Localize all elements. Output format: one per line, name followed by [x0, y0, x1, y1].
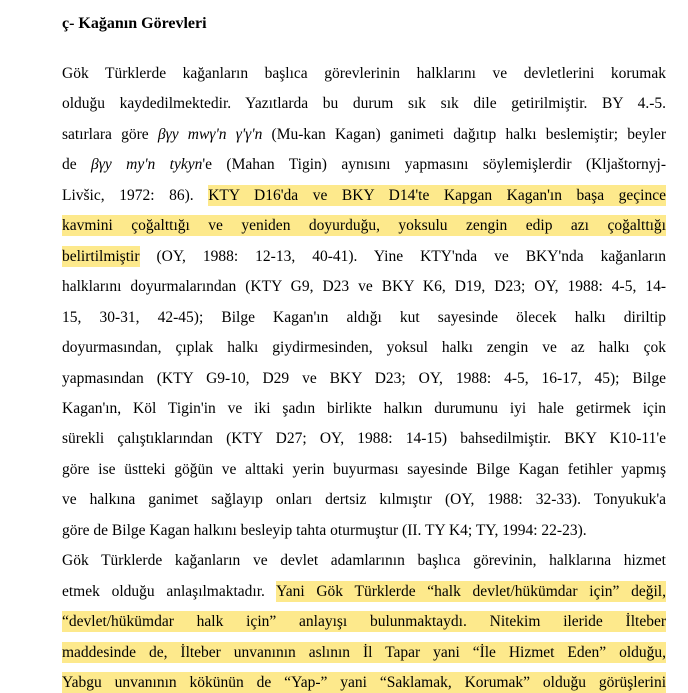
text-line — [62, 247, 666, 267]
text-segment: satırlara göre — [62, 125, 158, 143]
text-line — [62, 673, 666, 693]
highlighted-text: Yani Gök Türklerde “halk devlet/hükümdar için” değil, — [276, 582, 666, 600]
highlighted-text: belirtilmiştir — [62, 247, 140, 265]
text-line — [62, 521, 666, 541]
text-segment: Gök Türklerde kağanların başlıca görevlerinin halklarını ve devletlerini korumak — [62, 65, 666, 82]
highlighted-text: “devlet/hükümdar halk için” anlayışı bulunmaktaydı. Nitekim ileride İlteber — [62, 613, 666, 631]
text-segment: halklarını doyurmalarından (KTY G9, D23 ve BKY K6, D19, D23; OY, 1988: 4-5, 14- — [62, 278, 666, 296]
text-line — [62, 490, 666, 510]
text-segment: ve halkına ganimet sağlayıp onları dertsiz kılmıştır (OY, 1988: 32-33). Tonyukuk'a — [62, 491, 666, 509]
text-line — [62, 369, 666, 389]
text-segment: Livšic, 1972: 86). — [62, 186, 209, 204]
text-line — [62, 216, 666, 236]
text-segment: göre de Bilge Kagan halkını besleyip tahta oturmuştur (II. TY K4; TY, 1994: 22-23). — [62, 521, 587, 539]
text-line — [62, 612, 666, 632]
text-line — [62, 460, 666, 480]
text-segment: 15, 30-31, 42-45); Bilge Kagan'ın aldığı kut sayesinde ölecek halkı diriltip — [62, 308, 666, 326]
text-segment: Gök Türklerde kağanların ve devlet adamlarının başlıca görevinin, halklarına hizmet — [62, 552, 666, 570]
text-segment: yapmasından (KTY G9-10, D29 ve BKY D23; OY, 1988: 4-5, 16-17, 45); Bilge — [62, 369, 666, 387]
text-line — [62, 308, 666, 328]
text-line — [62, 186, 666, 206]
italic-text: βγy mwγ'n γ'γ'n — [157, 125, 263, 143]
text-line — [62, 582, 666, 602]
text-line — [62, 551, 666, 571]
text-line — [62, 338, 666, 358]
text-segment: göre ise üstteki göğün ve alttaki yerin buyurması sayesinde Bilge Kagan fetihler yapmış — [62, 460, 666, 478]
text-segment: de — [62, 156, 92, 174]
text-segment: etmek olduğu anlaşılmaktadır. — [62, 582, 277, 600]
text-line — [62, 643, 666, 663]
text-segment: (OY, 1988: 12-13, 40-41). Yine KTY'nda ve BKY'nda kağanların — [139, 247, 666, 265]
highlighted-text: maddesinde de, İlteber unvanının aslının İl Tapar yani “İle Hizmet Eden” olduğu, — [62, 643, 666, 661]
highlighted-text: Yabgu unvanının kökünün de “Yap-” yani “Saklamak, Korumak” olduğu görüşlerini — [62, 674, 666, 691]
text-line — [62, 64, 666, 84]
highlighted-text: kavmini çoğalttığı ve yeniden doyurduğu, yoksulu zengin edip azı çoğalttığı — [62, 217, 666, 235]
text-line — [62, 94, 666, 114]
highlighted-text: KTY D16'da ve BKY D14'te Kapgan Kagan'ın başa geçince — [208, 186, 666, 204]
text-segment: Kagan'ın, Köl Tigin'in ve iki şadın birlikte halkın durumunu iyi hale getirmek için — [62, 399, 666, 417]
text-line — [62, 155, 666, 175]
text-segment: 'e (Mahan Tigin) aynısını yapmasını söylemişlerdir (Kljaštornyj- — [202, 156, 667, 174]
text-segment: doyurmasından, çıplak halkı giydirmesinden, yoksul halkı zengin ve az halkı çok — [62, 339, 666, 357]
text-line — [62, 125, 666, 145]
text-segment: (Mu-kan Kagan) ganimeti dağıtıp halkı beslemiştir; beyler — [262, 125, 666, 143]
italic-text: βγy my'n tykyn — [91, 156, 203, 174]
text-segment: sürekli çalıştıklarından (KTY D27; OY, 1988: 14-15) bahsedilmiştir. BKY K10-11'e — [62, 430, 666, 448]
text-line — [62, 277, 666, 297]
section-heading: ç- Kağanın Görevleri — [62, 15, 207, 32]
text-segment: olduğu kaydedilmektedir. Yazıtlarda bu durum sık sık dile getirilmiştir. BY 4.-5. — [62, 95, 666, 113]
text-line — [62, 429, 666, 449]
text-line — [62, 399, 666, 419]
